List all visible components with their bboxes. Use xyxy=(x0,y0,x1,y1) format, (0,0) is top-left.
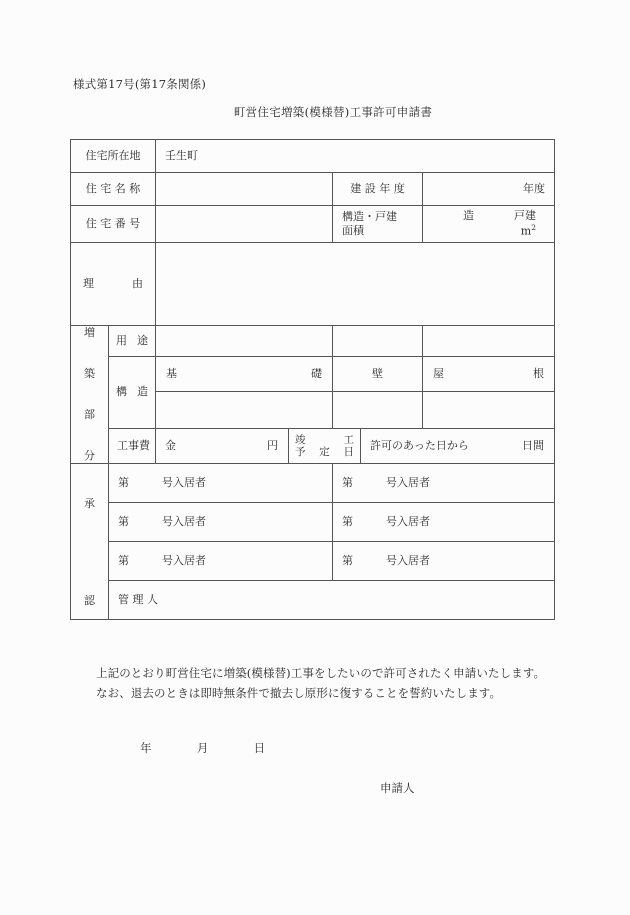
label-approval-char-0: 承 xyxy=(84,497,95,511)
header-roof xyxy=(423,357,555,392)
form-number: 様式第17号(第17条関係) xyxy=(73,77,207,91)
label-cost: 工事費 xyxy=(109,429,156,464)
label-structure-char2: 造 xyxy=(137,385,148,399)
date-year-label: 年 xyxy=(140,741,152,755)
label-extension-char-0: 増 xyxy=(84,326,95,339)
resident-3-right[interactable]: 第 号入居者 xyxy=(333,542,555,581)
table-row-resident-2 xyxy=(71,503,555,542)
value-roof[interactable] xyxy=(423,392,555,429)
label-location: 住宅所在地 xyxy=(71,140,156,173)
header-foundation xyxy=(156,357,333,392)
statement-paragraph-1: 上記のとおり町営住宅に増築(模様替)工事をしたいので許可されたく申請いたします。 xyxy=(96,666,546,680)
label-approval-char-1: 認 xyxy=(84,593,95,607)
label-approval-section xyxy=(71,464,109,620)
table-row-house-number xyxy=(71,206,555,243)
resident-1-left[interactable]: 第 号入居者 xyxy=(109,464,333,503)
date-line[interactable] xyxy=(140,740,265,756)
value-house-name[interactable] xyxy=(156,173,333,206)
completion-char-bi: 日 xyxy=(343,446,354,459)
label-completion-date xyxy=(289,429,361,464)
value-foundation[interactable] xyxy=(156,392,333,429)
table-row-resident-3 xyxy=(71,542,555,581)
resident-2-left[interactable]: 第 号入居者 xyxy=(109,503,333,542)
value-completion-period[interactable] xyxy=(361,429,555,464)
resident-3-left[interactable]: 第 号入居者 xyxy=(109,542,333,581)
label-house-name: 住 宅 名 称 xyxy=(71,173,156,206)
header-wall: 壁 xyxy=(333,357,423,392)
resident-1-right[interactable]: 第 号入居者 xyxy=(333,464,555,503)
header-roof-char2: 根 xyxy=(533,366,544,380)
value-structure-zou: 造 xyxy=(463,208,474,222)
completion-char-kou: 工 xyxy=(343,434,354,447)
label-extension-section xyxy=(71,326,109,464)
label-structure xyxy=(109,357,156,429)
cost-money-suffix: 円 xyxy=(267,438,278,452)
period-suffix: 日間 xyxy=(522,438,544,452)
statement-paragraph-2: なお、退去のときは即時無条件で撤去し原形に復することを誓約いたします。 xyxy=(96,686,502,701)
label-use-char1: 用 xyxy=(116,333,127,347)
value-use-2[interactable] xyxy=(333,326,423,357)
header-roof-char1: 屋 xyxy=(433,366,444,380)
completion-char-yo: 予 xyxy=(295,446,306,459)
manager-cell[interactable]: 管 理 人 xyxy=(109,581,555,620)
value-use-1[interactable] xyxy=(156,326,333,357)
value-structure-kodate: 戸建 xyxy=(514,208,536,222)
value-use-3[interactable] xyxy=(423,326,555,357)
label-extension-char-1: 築 xyxy=(84,366,95,380)
value-cost[interactable] xyxy=(156,429,289,464)
value-location[interactable]: 壬生町 xyxy=(156,140,555,173)
label-reason-char1: 理 xyxy=(83,276,94,290)
label-use xyxy=(109,326,156,357)
cost-money-prefix: 金 xyxy=(165,438,176,452)
application-form-table xyxy=(70,139,555,620)
completion-char-tei: 定 xyxy=(319,446,330,459)
label-structure-area-line2: 面積 xyxy=(342,224,364,237)
footer-statements xyxy=(73,663,557,703)
table-row-house-name xyxy=(71,173,555,206)
value-wall[interactable] xyxy=(333,392,423,429)
table-row-reason xyxy=(71,243,555,326)
date-day-label: 日 xyxy=(253,741,266,755)
table-row-resident-1 xyxy=(71,464,555,503)
resident-2-right[interactable]: 第 号入居者 xyxy=(333,503,555,542)
table-row-cost xyxy=(71,429,555,464)
label-house-number: 住 宅 番 号 xyxy=(71,206,156,243)
applicant-label: 申請人 xyxy=(380,781,415,795)
label-extension-char-3: 分 xyxy=(84,448,95,462)
label-structure-area-line1: 構造・戸建 xyxy=(342,209,397,223)
table-row-extension-use xyxy=(71,326,555,357)
period-prefix: 許可のあった日から xyxy=(370,438,469,452)
completion-char-shun: 竣 xyxy=(295,434,306,447)
table-row-manager xyxy=(71,581,555,620)
label-reason xyxy=(71,243,156,326)
value-area-unit: m xyxy=(520,224,532,238)
date-month-label: 月 xyxy=(196,741,209,755)
label-structure-area xyxy=(333,206,423,243)
page-title: 町営住宅増築(模様替)工事許可申請書 xyxy=(233,105,433,119)
label-reason-char2: 由 xyxy=(132,276,143,290)
label-extension-char-2: 部 xyxy=(84,407,95,421)
label-build-year: 建 設 年 度 xyxy=(333,173,423,206)
table-row-structure-headers xyxy=(71,357,555,392)
value-build-year[interactable]: 年度 xyxy=(423,173,555,206)
applicant-line[interactable] xyxy=(380,780,415,796)
value-reason[interactable] xyxy=(156,243,555,326)
value-house-number[interactable] xyxy=(156,206,333,243)
header-foundation-char2: 礎 xyxy=(311,366,322,380)
label-use-char2: 途 xyxy=(137,333,148,347)
table-row-location xyxy=(71,140,555,173)
value-area-unit-sup: 2 xyxy=(531,223,536,233)
header-foundation-char1: 基 xyxy=(166,366,177,380)
value-structure-area[interactable] xyxy=(423,206,555,243)
label-structure-char1: 構 xyxy=(116,385,127,399)
